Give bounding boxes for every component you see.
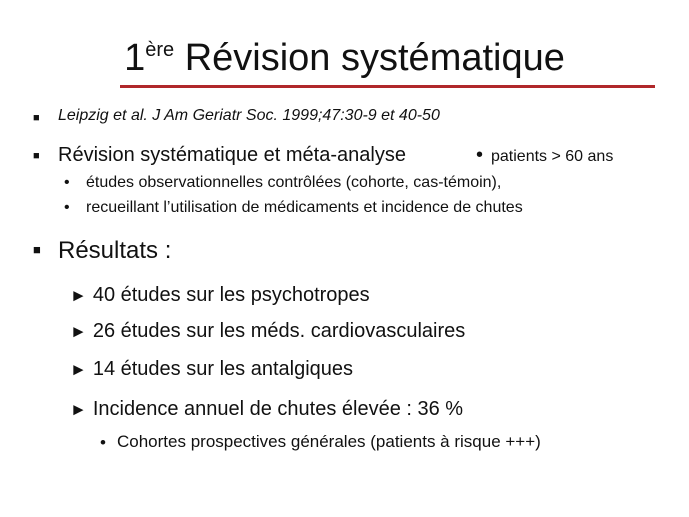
results-heading: Résultats : — [58, 237, 172, 264]
title-prefix: 1 — [124, 37, 146, 79]
arrow-bullet-icon — [70, 286, 87, 305]
arrow-bullet-icon — [70, 322, 87, 341]
result-item — [70, 284, 370, 307]
result-item — [70, 320, 465, 343]
slide-title — [0, 28, 689, 80]
population-text: patients > 60 ans — [491, 148, 614, 165]
method-label: Révision systématique et méta-analyse — [58, 144, 406, 166]
bullet-dot-icon — [100, 433, 106, 453]
reference-text: Leipzig et al. J Am Geriatr Soc. 1999;47:30-9 et 40-50 — [58, 107, 440, 124]
result-item — [70, 398, 463, 421]
method-detail: études observationnelles contrôlées (cohorte, cas-témoin), — [86, 174, 502, 191]
result-text: 40 études sur les psychotropes — [92, 284, 370, 306]
title-underline — [120, 85, 655, 88]
arrow-bullet-icon — [70, 400, 87, 419]
title-superscript: ère — [145, 39, 175, 61]
result-item — [70, 358, 353, 381]
result-text: 14 études sur les antalgiques — [92, 358, 354, 380]
square-bullet-icon — [33, 151, 40, 162]
method-detail: recueillant l’utilisation de médicaments et incidence de chutes — [86, 199, 523, 216]
title-main: Révision systématique — [174, 37, 565, 79]
bullet-dot-icon — [64, 199, 70, 217]
result-text: Incidence annuel de chutes élevée : 36 % — [92, 398, 464, 420]
square-bullet-icon — [33, 113, 40, 124]
result-text: 26 études sur les méds. cardiovasculaires — [92, 320, 466, 342]
arrow-bullet-icon — [70, 360, 87, 379]
bullet-dot-icon — [476, 144, 483, 167]
bullet-dot-icon — [64, 174, 70, 192]
square-bullet-icon — [33, 244, 41, 255]
result-sub-item: Cohortes prospectives générales (patients à risque +++) — [117, 432, 541, 451]
